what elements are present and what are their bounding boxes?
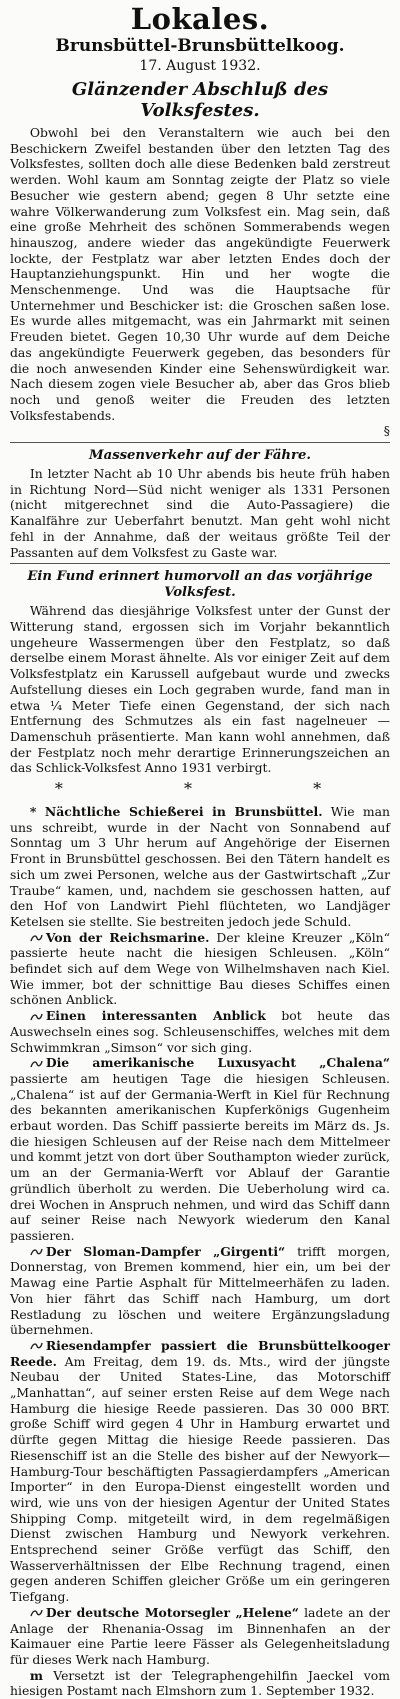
news-item-manhattan: [10, 1338, 390, 1605]
article-faehre-body: In letzter Nacht ab 10 Uhr abends bis heute früh haben in Richtung Nord—Süd nicht weniger als 1331 Personen (nicht mitgerechnet sind die Auto-Passagiere) die Kanalfähre zur Ueberfahrt benutzt. Man geht wohl nicht fehl in der Annahme, daß der weitaus größte Teil der Passanten auf dem Volksfest zu Gaste war.: [10, 466, 390, 560]
news-item-lead: m: [29, 1667, 43, 1683]
news-item-versetzt: [10, 1668, 390, 1699]
news-item-lead: * Nächtliche Schießerei in Brunsbüttel.: [29, 804, 323, 820]
news-item-chalena: [10, 1055, 390, 1243]
place-heading: Brunsbüttel-Brunsbüttelkoog.: [55, 36, 345, 56]
article-headline: Glänzender Abschluß des Volksfestes.: [71, 79, 329, 121]
news-item-girgenti: [10, 1244, 390, 1338]
news-item-text: bot heute das Auswechseln eines sog. Schleusenschiffes, welches mit dem Schwimmkran „Simson“ vor sich ging.: [10, 1008, 390, 1055]
news-item-text: trifft morgen, Donnerstag, von Bremen kommend, hier ein, um bei der Mawag eine Partie Asphalt für Mittelmeerhäfen zu laden. Von hier fährt das Schiff nach Hamburg, um dort Restladung zu löschen und weitere Ergänzungsladung übernehmen.: [10, 1243, 391, 1338]
ornament-icon: [30, 1059, 43, 1069]
divider: [10, 442, 390, 443]
news-item-text: ladete an der Anlage der Rhenania-Ossag im Binnenhafen an der Kaimauer eine Partie leere Fässer als Gelegenheitsladung für dieses Werk nach Hamburg.: [10, 1604, 390, 1667]
ornament-icon: [30, 1341, 43, 1351]
news-item-lead: Einen interessanten Anblick: [45, 1008, 266, 1024]
news-item-lead: Der deutsche Motorsegler „Helene“: [45, 1604, 299, 1620]
news-item-text: Versetzt ist der Telegraphengehilfin Jaeckel vom hiesigen Postamt nach Elmshorn zum 1. September 1932.: [10, 1667, 390, 1699]
news-item-lead: Die amerikanische Luxusyacht „Chalena“: [45, 1055, 390, 1071]
news-item-text: Der kleine Kreuzer „Köln“ passierte heute nacht die hiesigen Schleusen. „Köln“ befindet sich auf dem Wege von Wilhelmshaven nach Kiel. Wie immer, bot der schnittige Bau dieses Schiffes einen schönen Anblick.: [10, 929, 390, 1008]
article-fund-body: Während das diesjährige Volksfest unter der Gunst der Witterung stand, ergossen sich im Vorjahr bekanntlich ungeheure Wassermengen über den Festplatz, so daß derselbe einem Morast ähnelte. Als vor einiger Zeit auf dem Volksfestplatz ein Karussell aufgebaut wurde und zwecks Aufstellung dieses ein Loch gegraben wurde, fand man in etwa ¼ Meter Tiefe einen Gegenstand, der sich nach Entfernung des Schmutzes als ein fast nagelneuer — Damenschuh präsentierte. Man kann wohl annehmen, daß der Festplatz noch mehr derartige Erinnerungszeichen an das Schlick-Volksfest Anno 1931 verbirgt.: [10, 603, 390, 776]
divider: [10, 563, 390, 564]
ornament-icon: [30, 933, 43, 943]
article-volksfest-body: Obwohl bei den Veranstaltern wie auch bei den Beschickern Zweifel bestanden über den letzten Tag des Volksfestes, sollten doch alle diese Bedenken bald zerstreut werden. Wohl kaum am Sonntag zeigte der Platz so viele Besucher wie gestern abend; gegen 8 Uhr setzte eine wahre Völkerwanderung zum Volksfest ein. Mag sein, daß eine große Mehrheit des schönen Sommerabends wegen hinauszog, andere wieder das angekündigte Feuerwerk lockte, der Festplatz war aber letzten Endes doch der Hauptanziehungspunkt. Hin und her wogte die Menschenmenge. Und was die Hauptsache für Unternehmer und Beschicker ist: die Groschen saßen lose. Es wurde alles mitgemacht, was ein Jahrmarkt mit seinen Freuden bietet. Gegen 10,30 Uhr wurde auf dem Deiche das angekündigte Feuerwerk gegeben, das besonders für die noch anwesenden Kinder eine Sehenswürdigkeit war. Nach diesem zogen viele Besucher ab, aber das Gros blieb noch und genoß weiter die Freuden des letzten Volksfestabends.: [10, 125, 390, 423]
news-item-lead: Riesendampfer passiert die Brunsbüttelkooger Reede.: [10, 1337, 390, 1369]
news-item-lead: Der Sloman-Dampfer „Girgenti“: [45, 1243, 286, 1259]
news-item-anblick: [10, 1008, 390, 1055]
news-item-text: Wie man uns schreibt, wurde in der Nacht von Sonnabend auf Sonntag um 3 Uhr herum auf Angehörige der Eisernen Front in Brunsbüttel geschossen. Bei den Tätern handelt es sich um zwei Personen, welche aus der Gastwirtschaft „Zur Traube“ kamen, und, nachdem sie geschossen hatten, auf den Hof von Landwirt Piehl flüchteten, wo Landjäger Ketelsen sie stellte. Sie bestreiten jedoch jede Schuld.: [10, 804, 390, 929]
news-item-lead: Von der Reichsmarine.: [45, 929, 210, 945]
dateline: 17. August 1932.: [139, 58, 261, 74]
ornament-icon: [30, 1608, 43, 1618]
ornament-icon: [30, 1247, 43, 1257]
article-faehre-headline: Massenverkehr auf der Fähre.: [89, 448, 311, 464]
news-item-helene: [10, 1605, 390, 1668]
section-title: Lokales.: [130, 2, 270, 36]
article-fund-headline: Ein Fund erinnert humorvoll an das vorjährige Volksfest.: [27, 569, 373, 601]
news-item-reichsmarine: [10, 930, 390, 1009]
ornament-icon: [30, 1012, 43, 1022]
news-item-text: Am Freitag, dem 19. ds. Mts., wird der jüngste Neubau der United States-Line, das Motorschiff „Manhattan“, auf seiner ersten Reise auf dem Wege nach Hamburg die hiesige Reede passieren. Das 30 000 BRT. große Schiff wird gegen 4 Uhr in Hamburg erwartet und dürfte gegen Mittag die hiesige Reede passieren. Das Riesenschiff ist an die Stelle des bisher auf der Newyork—Hamburg-Tour beschäftigten Passagierdampfers „American Importer“ in den Europa-Dienst eingestellt worden und wird, wie uns von der hiesigen Agentur der United States Shipping Comp. mitgeteilt wird, in dem regelmäßigen Dienst zwischen Hamburg und Newyork verkehren. Entsprechend seiner Größe verfügt das Schiff, den Wasserverhältnissen der Elbe Rechnung tragend, einen gegen anderen Schiffen gleicher Größe um ein geringeren Tiefgang.: [10, 1353, 390, 1605]
news-item-text: passierte am heutigen Tage die hiesigen Schleusen. „Chalena“ ist auf der Germania-Werft in Kiel für Rechnung des bekannten amerikanischen Kupferkönigs Gugenheim erbaut worden. Das Schiff passierte bereits im März ds. Js. die hiesigen Schleusen auf der Reise nach dem Mittelmeer und kommt jetzt von dort über Southampton wieder zurück, um an der Germania-Werft vor Ablauf der Garantie gründlich überholt zu werden. Die Ueberholung wird ca. drei Wochen in Anspruch nehmen, und wird das Schiff dann auf seiner Reise nach Newyork wiederum den Kanal passieren.: [10, 1070, 390, 1243]
news-item-schiesserei: [10, 804, 390, 930]
section-separator-stars: * * *: [54, 779, 380, 799]
section-mark: §: [383, 423, 390, 439]
